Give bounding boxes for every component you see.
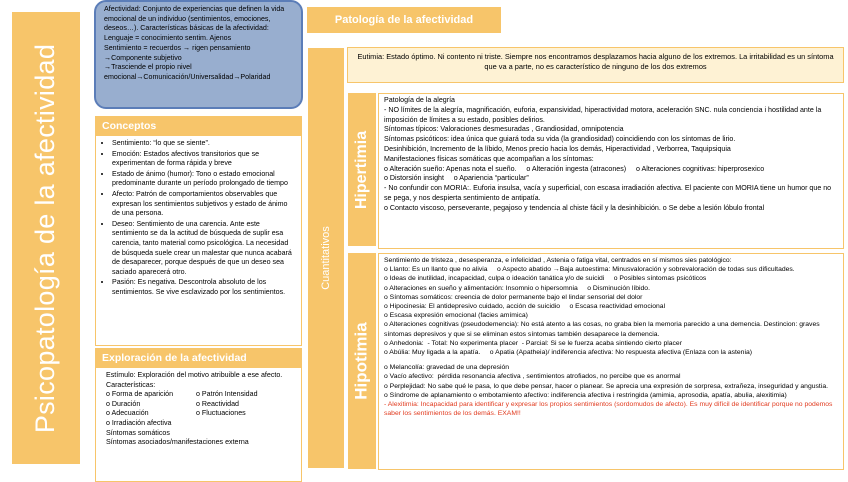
- hipertimia-line: o Distorsión insight o Apariencia “particular”: [384, 174, 529, 183]
- eutimia-box: Eutimia: Estado óptimo. Ni contento ni triste. Siempre nos encontramos desplazamos hacia alguno de los extremos. La irritabilidad es un síntoma que va a parte, no es característico de ninguno de los dos extremos: [347, 47, 844, 83]
- hipotimia-line: o Escasa expresión emocional (facies amímica): [384, 312, 528, 320]
- main-title-banner: [12, 12, 80, 464]
- hipotimia-line: Sentimiento de tristeza , desesperanza, e infelicidad , Astenia o fatiga vital, centrados en sí mismos sies patológico:: [384, 257, 732, 264]
- concept-item: • Estado de ánimo (humor): Tono o estado emocional predominante durante un período prolongado de tiempo: [112, 170, 295, 189]
- hipotimia-line: o Alteraciones en sueño y alimentación: Insomnio o hipersomnia o Disminución líbido.: [384, 284, 650, 292]
- hipotimia-label: Hipotimia: [352, 322, 372, 400]
- hipotimia-line: o Vacío afectivo: pérdida resonancia afectiva , sentimientos atrofiados, no percibe que es anormal: [384, 373, 681, 381]
- hipotimia-line: o Llanto: Es un llanto que no alivia o Aspecto abatido →Baja autoestima: Minusvaloración y sobrevaloración de todas sus dificultades.: [384, 266, 795, 274]
- hipertimia-banner: [348, 93, 376, 246]
- exploracion-line: o Adecuación: [106, 409, 149, 418]
- exploracion-line: o Forma de aparición: [106, 390, 174, 399]
- hipertimia-line: o Alteración sueño: Apenas nota el sueño. o Alteración ingesta (atracones) o Alteraciones cognitivas: hiperprosexico: [384, 164, 765, 173]
- exploracion-line: Estímulo: Exploración del motivo atribuible a ese afecto.: [106, 371, 283, 379]
- hipotimia-line: o Síndrome de aplanamiento o embotamiento afectivo: indiferencia afectiva i restringida (amimia, aprosodia, apatía, abulia, alexitimia): [384, 391, 787, 399]
- definition-line: →Trasciende el propio nivel emocional→Comunicación/Universalidad→Polaridad: [104, 63, 271, 81]
- hipertimia-line: Desinhibición, Incremento de la líbido, Menos precio hacia los demás, Hiperactividad , Verborrea, Taquipsiquia: [384, 144, 731, 153]
- cuantitativos-label: Cuantitativos: [320, 226, 332, 290]
- conceptos-section: [95, 116, 302, 346]
- definition-line: Afectividad: Conjunto de experiencias que definen la vida emocional de un individuo (sentimientos, emociones, deseos…). Características básicas de la afectividad:: [104, 5, 287, 33]
- exploracion-row: [106, 390, 295, 400]
- definition-line: Sentimiento = recuerdos → rigen pensamiento →Componente subjetivo: [104, 43, 253, 62]
- exploracion-line: Síntomas somáticos: [106, 428, 170, 437]
- exploracion-line: o Fluctuaciones: [196, 409, 246, 418]
- definition-line: Lenguaje = conocimiento sentim. Ajenos: [104, 34, 232, 43]
- exploracion-section: [95, 348, 302, 482]
- hipotimia-line: o Hipocinesia: El antidepresivo cuidado, acción de suicidio o Escasa reactividad emocional: [384, 303, 666, 311]
- exploracion-body: [95, 368, 302, 482]
- hipertimia-line: - No confundir con MORIA:. Euforia insulsa, vacía y superficial, con escasa irradiación afectiva. El paciente con MORIA tiene un humor que no se pega, y nos despierta sentimiento de antipatía.: [384, 184, 834, 202]
- hipotimia-banner: [348, 253, 376, 469]
- exploracion-heading: Exploración de la afectividad: [95, 348, 302, 368]
- hipertimia-body: [378, 93, 844, 249]
- exploracion-row: [106, 409, 295, 419]
- exploracion-line: Síntomas asociados/manifestaciones externa: [106, 438, 249, 447]
- hipotimia-line: o Perplejidad: No sabe qué le pasa, lo que debe pensar, hacer o planear. Se aprecia una expresión de sorpresa, extrañeza, inseguridad y angustia.: [384, 382, 828, 390]
- hipotimia-line: o Melancolía: gravedad de una depresión: [384, 364, 510, 372]
- concept-item: • Afecto: Patrón de comportamientos observables que expresan los sentimientos subjetivos y estado de ánimo de una persona.: [112, 190, 295, 219]
- exploracion-line: o Irradiación afectiva: [106, 418, 172, 427]
- hipertimia-line: Síntomas típicos: Valoraciones desmesuradas , Grandiosidad, omnipotencia: [384, 125, 624, 134]
- exploracion-line: Características:: [106, 380, 156, 389]
- concept-item: • Deseo: Sentimiento de una carencia. Ante este sentimiento se da la actitud de búsqueda de suplir esa carencia, tanto material como psicológica. La necesidad de búsqueda suele crear un malestar que nunca acabará de desaparecer, porque después de que un deseo sea saciado aparecerá otro.: [112, 220, 295, 278]
- hipertimia-line: o Contacto viscoso, perseverante, pegajoso y tendencia al chiste fácil y la desinhibición. o Se debe a lesión lóbulo frontal: [384, 203, 765, 212]
- concept-item: • Pasión: Es negativa. Descontrola absoluto de los sentimientos. Se vive esclavizado por los sentimientos.: [112, 278, 295, 297]
- hipertimia-line: - NO límites de la alegría, magnificación, euforia, expansividad, hiperactividad motora, aceleración SNC. nula conciencia i hostilidad ante la imposición de límites a su estado, posibles delirios.: [384, 105, 824, 124]
- definition-box: [94, 0, 303, 109]
- alexitimia-exam-note: - Alexitimia: Incapacidad para identificar y expresar los propios sentimientos (sordomudos de afecto). Es muy difícil de identificar porque no podemos saber los sentimientos de los demás. EXAM!!: [384, 401, 835, 418]
- concept-item: • Sentimiento: “lo que se siente”.: [112, 139, 295, 149]
- hipertimia-label: Hipertimia: [353, 130, 370, 209]
- cuantitativos-banner: [308, 48, 344, 468]
- main-title: Psicopatología de la afectividad: [30, 43, 61, 433]
- hipotimia-body: [378, 253, 844, 470]
- conceptos-heading: Conceptos: [95, 116, 302, 136]
- hipotimia-line: o Alteraciones cognitivas (pseudodemencia): No está atento a las cosas, no graba bien la memoria parecido a una demencia. Destincion: graves síntomas depresivos y que si se eliminan estos síntomas también desaparece la demencia.: [384, 321, 822, 338]
- hipertimia-line: Síntomas psicóticos: idea única que guiará toda su vida (la grandiosidad) coincidiendo con los síntomas de lirio.: [384, 135, 736, 144]
- hipotimia-line: o Abúlia: Muy ligada a la apatía. o Apatia (Apatheia)/ indiferencia afectiva: No respuesta afectiva (Enlaza con la astenia): [384, 349, 753, 357]
- hipertimia-line: Manifestaciones físicas somáticas que acompañan a los síntomas:: [384, 154, 594, 163]
- exploracion-line: o Duración: [106, 399, 141, 408]
- exploracion-row: [106, 400, 295, 410]
- hipotimia-line: o Ideas de inutilidad, incapacidad, culpa o ideación tanática y/o de suicidi o Posibles síntomas psicóticos: [384, 275, 707, 283]
- patologia-title: Patología de la afectividad: [307, 7, 501, 33]
- exploracion-line: o Patrón Intensidad: [196, 390, 258, 399]
- conceptos-body: [95, 136, 302, 346]
- hipertimia-line: Patología de la alegría: [384, 96, 455, 104]
- hipotimia-line: o Anhedonia: - Total: No experimenta placer - Parcial: Si se le fuerza acaba sintiendo cierto placer: [384, 339, 682, 347]
- exploracion-line: o Reactividad: [196, 399, 239, 408]
- concept-item: • Emoción: Estados afectivos transitorios que se experimentan de forma rápida y breve: [112, 150, 295, 169]
- hipotimia-line: o Síntomas somáticos: creencia de dolor permanente bajo el lindar sensorial del dolor: [384, 293, 643, 301]
